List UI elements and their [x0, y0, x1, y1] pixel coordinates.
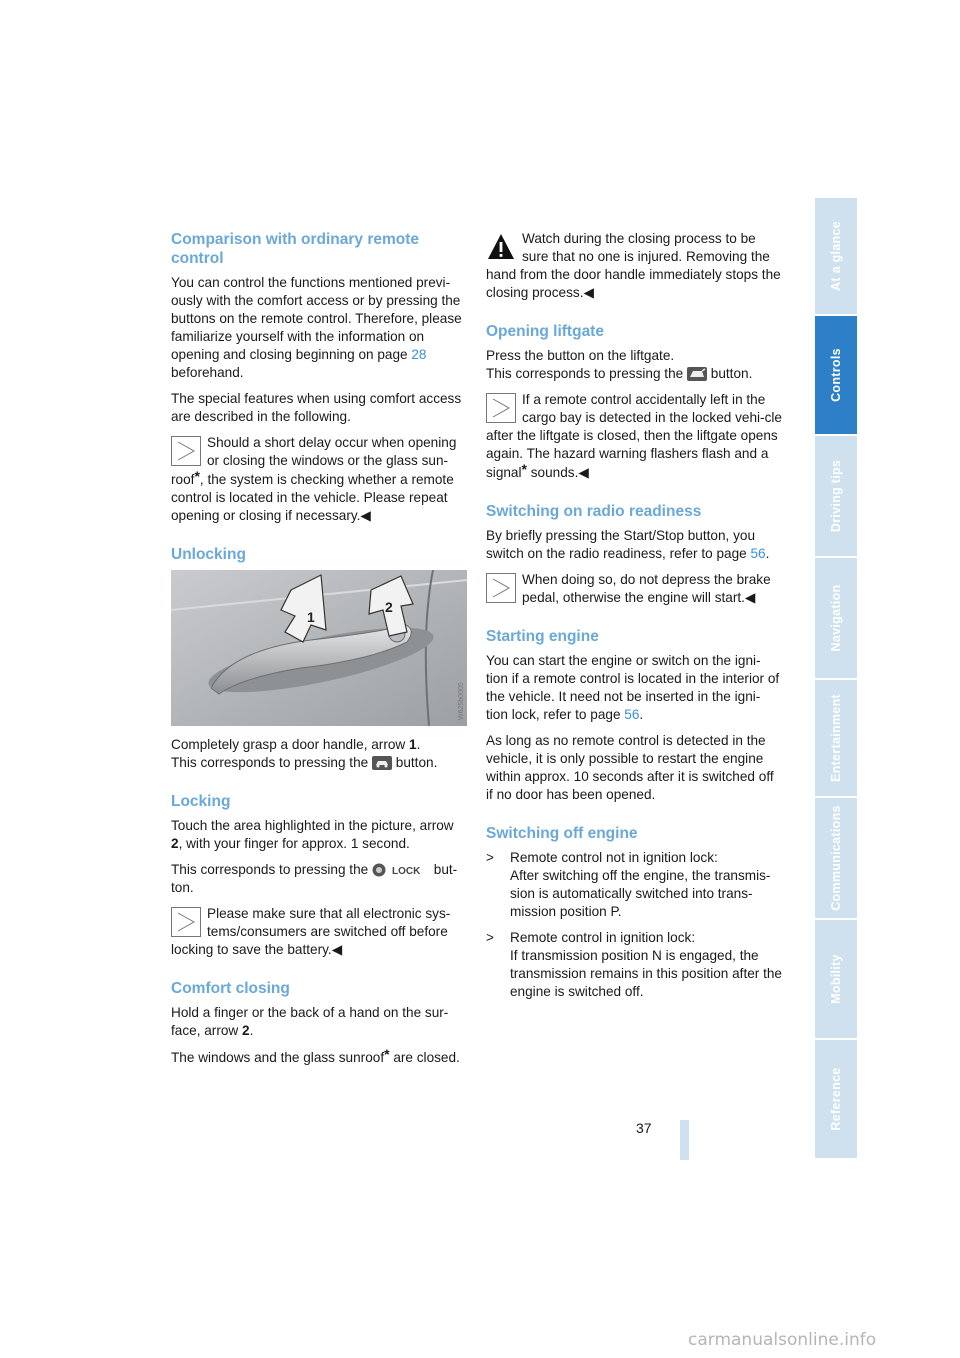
end-mark: ◀: [583, 285, 594, 300]
note-triangle-icon: [171, 907, 201, 937]
arrow-2-label: 2: [385, 599, 393, 615]
tab-communications[interactable]: Communications: [815, 798, 857, 920]
tab-mobility[interactable]: Mobility: [815, 920, 857, 1040]
heading-comfort-closing: Comfort closing: [171, 980, 290, 997]
heading-opening-liftgate: Opening liftgate: [486, 323, 604, 340]
end-mark: ◀: [331, 942, 343, 957]
watermark: carmanualsonline.info: [688, 1330, 877, 1350]
lock-label: LOCK: [392, 866, 421, 877]
comfort-closing-paragraph-2: The windows and the glass sunroof* are closed.: [171, 1046, 460, 1065]
list-item: > Remote control not in ignition lock: After switching off the engine, the transmis-sion is automatically switched into trans-mission position P.: [486, 850, 771, 919]
locking-paragraph-2: This corresponds to pressing the LOCK but-ton.: [171, 862, 458, 895]
radio-paragraph-1: By briefly pressing the Start/Stop button, you switch on the radio readiness, refer to page 56.: [486, 528, 770, 561]
heading-switching-off-engine: Switching off engine: [486, 825, 638, 842]
unlocking-paragraph-2: This corresponds to pressing the button.: [171, 755, 438, 770]
tab-at-a-glance[interactable]: At a glance: [815, 198, 857, 316]
note-delay: Should a short delay occur when opening or closing the windows or the glass sun-roof*, the system is checking whether a remote control is located in the vehicle. Please repeat opening or closing if necessary.◀: [171, 435, 457, 523]
note-triangle-icon: [486, 573, 516, 603]
comparison-paragraph-2: The special features when using comfort access are described in the following.: [171, 391, 462, 424]
starting-paragraph-2: As long as no remote control is detected in the vehicle, it is only possible to restart the engine within approx. 10 seconds after it is switched off if no door has been opened.: [486, 733, 774, 802]
note-liftgate: If a remote control accidentally left in the cargo bay is detected in the locked vehi-cle after the liftgate is closed, then the liftgate opens again. The hazard warning flashers flash and a signal* sounds.◀: [486, 392, 782, 480]
end-mark: ◀: [360, 508, 371, 523]
tab-driving-tips[interactable]: Driving tips: [815, 436, 857, 558]
figure-code: W625b0005: [458, 682, 465, 720]
note-battery: Please make sure that all electronic sys-tems/consumers are switched off before locking to save the battery.◀: [171, 906, 451, 957]
comfort-closing-paragraph-1: Hold a finger or the back of a hand on the sur-face, arrow 2.: [171, 1005, 449, 1038]
unlocking-paragraph-1: Completely grasp a door handle, arrow 1.: [171, 737, 421, 752]
heading-comparison: Comparison with ordinary remote control: [171, 231, 420, 267]
end-mark: ◀: [578, 465, 589, 480]
arrow-1-label: 1: [307, 609, 315, 625]
liftgate-paragraph-2: This corresponds to pressing the button.: [486, 366, 753, 381]
end-mark: ◀: [744, 590, 756, 605]
note-triangle-icon: [171, 436, 201, 466]
note-brake: When doing so, do not depress the brake pedal, otherwise the engine will start.◀: [486, 571, 782, 607]
door-handle-figure: [171, 570, 467, 726]
page-number-bar: [680, 1120, 689, 1160]
comparison-paragraph-1: You can control the functions mentioned previ-ously with the comfort access or by pressing the buttons on the remote control. Therefore, please familiarize yourself with the information on opening and closing beginning on page 28 beforehand.: [171, 275, 462, 380]
liftgate-paragraph-1: Press the button on the liftgate.: [486, 348, 675, 363]
tab-navigation[interactable]: Navigation: [815, 558, 857, 680]
tab-entertainment[interactable]: Entertainment: [815, 680, 857, 798]
locking-paragraph-1: Touch the area highlighted in the picture, arrow 2, with your finger for approx. 1 second.: [171, 818, 454, 851]
starting-paragraph-1: You can start the engine or switch on the igni-tion if a remote control is located in the interior of the vehicle. It need not be inserted in the igni-tion lock, refer to page 56.: [486, 653, 780, 722]
page-number: 37: [636, 1120, 652, 1136]
warning-icon: [486, 232, 516, 262]
left-column: [171, 230, 467, 1075]
heading-locking: Locking: [171, 793, 231, 810]
note-triangle-icon: [486, 393, 516, 423]
heading-unlocking: Unlocking: [171, 546, 246, 563]
lock-button-icon: [372, 863, 430, 877]
list-bullet: >: [486, 930, 494, 945]
tab-controls[interactable]: Controls: [815, 316, 857, 436]
warning-closing: Watch during the closing process to be sure that no one is injured. Removing the hand from the door handle immediately stops the closing process.◀: [486, 231, 781, 300]
list-bullet: >: [486, 850, 494, 865]
unlock-car-icon: [372, 756, 392, 770]
page-link-56[interactable]: 56: [750, 546, 766, 561]
liftgate-button-icon: [687, 367, 707, 381]
tab-reference[interactable]: Reference: [815, 1040, 857, 1160]
heading-starting-engine: Starting engine: [486, 628, 599, 645]
heading-radio-readiness: Switching on radio readiness: [486, 503, 702, 520]
page-link-56[interactable]: 56: [624, 707, 640, 722]
right-column: [486, 230, 782, 1009]
page-link-28[interactable]: 28: [411, 347, 427, 362]
chapter-side-navigation: [815, 198, 857, 1160]
list-item: > Remote control in ignition lock: If transmission position N is engaged, the transmission remains in this position after the engine is switched off.: [486, 930, 782, 999]
